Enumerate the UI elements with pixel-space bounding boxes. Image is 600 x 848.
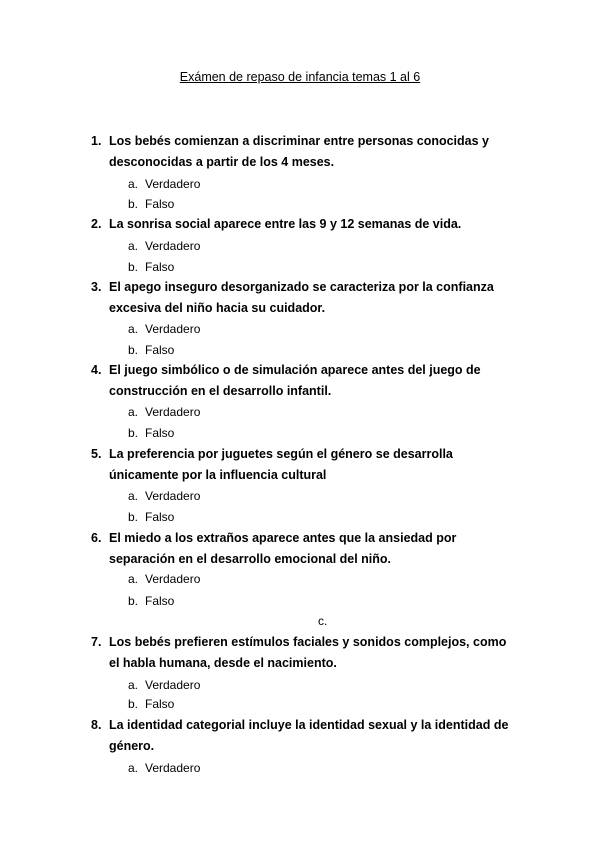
option-label: Verdadero [145,322,201,336]
option-b [128,591,174,611]
page-title: Exámen de repaso de infancia temas 1 al 6 [179,70,421,84]
option-letter: a. [128,761,139,775]
option-b [128,423,174,443]
option-a [128,236,200,256]
option-letter: b. [128,510,139,524]
option-letter: a. [128,572,139,586]
option-b [128,340,174,360]
option-a [128,758,200,778]
question-number: 1. [91,134,102,148]
option-a [128,402,200,422]
option-letter: b. [128,697,139,711]
stray-option-letter: c. [318,614,328,628]
question-number: 3. [91,280,102,294]
question-text: La identidad categorial incluye la identidad sexual y la identidad de género. [109,718,509,753]
question-text: El juego simbólico o de simulación aparece antes del juego de construcción en el desarrollo infantil. [109,363,481,398]
option-label: Falso [145,510,175,524]
option-letter: b. [128,260,139,274]
option-letter: a. [128,322,139,336]
question-text: Los bebés prefieren estímulos faciales y sonidos complejos, como el habla humana, desde el nacimiento. [109,635,507,670]
question-text: El miedo a los extraños aparece antes que la ansiedad por separación en el desarrollo emocional del niño. [109,531,457,566]
option-letter: a. [128,177,139,191]
option-label: Falso [145,426,175,440]
question-text: El apego inseguro desorganizado se caracteriza por la confianza excesiva del niño hacia su cuidador. [109,280,494,315]
option-letter: a. [128,239,139,253]
option-b [128,694,174,714]
option-b [128,507,174,527]
question-text: Los bebés comienzan a discriminar entre personas conocidas y desconocidas a partir de los 4 meses. [109,134,489,169]
option-letter: b. [128,343,139,357]
option-letter: a. [128,678,139,692]
option-letter: a. [128,489,139,503]
option-label: Falso [145,260,175,274]
option-label: Falso [145,697,175,711]
option-b [128,257,174,277]
option-letter: b. [128,594,139,608]
option-label: Falso [145,343,175,357]
option-a [128,569,200,589]
option-letter: b. [128,197,139,211]
question-number: 7. [91,635,102,649]
question-number: 5. [91,447,102,461]
option-a [128,675,200,695]
option-label: Verdadero [145,572,201,586]
option-label: Verdadero [145,177,201,191]
question-number: 8. [91,718,102,732]
question-number: 6. [91,531,102,545]
option-label: Verdadero [145,678,201,692]
question-number: 2. [91,217,102,231]
option-label: Verdadero [145,489,201,503]
option-b [128,194,174,214]
option-letter: b. [128,426,139,440]
option-a [128,319,200,339]
question-text: La preferencia por juguetes según el género se desarrolla únicamente por la influencia cultural [109,447,453,482]
option-letter: a. [128,405,139,419]
option-label: Falso [145,197,175,211]
option-label: Verdadero [145,761,201,775]
option-label: Verdadero [145,239,201,253]
option-a [128,174,200,194]
option-label: Verdadero [145,405,201,419]
question-text: La sonrisa social aparece entre las 9 y 12 semanas de vida. [109,217,462,231]
option-label: Falso [145,594,175,608]
option-a [128,486,200,506]
question-number: 4. [91,363,102,377]
